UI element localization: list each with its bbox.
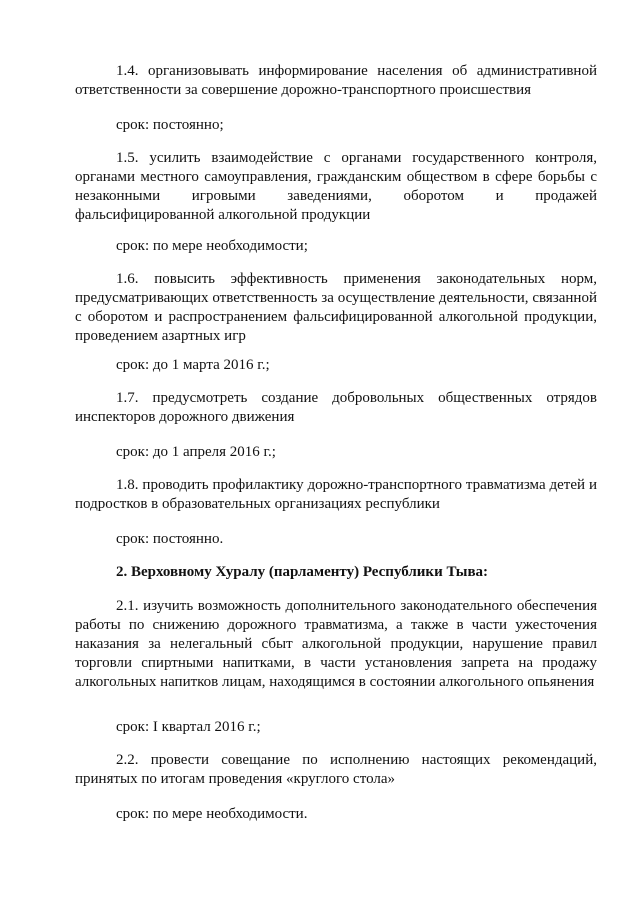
deadline-1-7: срок: до 1 апреля 2016 г.; [116,444,276,460]
deadline-1-6: срок: до 1 марта 2016 г.; [116,357,270,373]
item-1-5: 1.5. усилить взаимодействие с органами государственного контроля, органами местного самоуправления, гражданским обществом в сфере борьбы с незаконными игровыми заведениями, оборотом и продажей фальсифицированной алкогольной продукции [75,150,597,223]
item-1-7: 1.7. предусмотреть создание добровольных общественных отрядов инспекторов дорожного движения [75,390,597,425]
item-1-4: 1.4. организовывать информирование населения об административной ответственности за совершение дорожно-транспортного происшествия [75,63,597,98]
deadline-2-2: срок: по мере необходимости. [116,806,308,822]
item-1-6: 1.6. повысить эффективность применения законодательных норм, предусматривающих ответственность за осуществление деятельности, связанной с оборотом и распространением фальсифицированной алкогольной продукции, проведением азартных игр [75,271,597,344]
section-2-heading: 2. Верховному Хуралу (парламенту) Республики Тыва: [116,564,489,580]
deadline-1-5: срок: по мере необходимости; [116,238,308,254]
item-2-2: 2.2. провести совещание по исполнению настоящих рекомендаций, принятых по итогам проведения «круглого стола» [75,752,597,787]
deadline-2-1: срок: I квартал 2016 г.; [116,719,261,735]
item-2-1: 2.1. изучить возможность дополнительного законодательного обеспечения работы по снижению дорожного травматизма, а также в части ужесточения наказания за нелегальный сбыт алкогольной продукции, нарушение правил торговли спиртными напитками, в части установления запрета на продажу алкогольных напитков лицам, находящимся в состоянии алкогольного опьянения [75,598,597,690]
deadline-1-8: срок: постоянно. [116,531,224,547]
item-1-8: 1.8. проводить профилактику дорожно-транспортного травматизма детей и подростков в образовательных организациях республики [75,477,597,512]
deadline-1-4: срок: постоянно; [116,117,224,133]
